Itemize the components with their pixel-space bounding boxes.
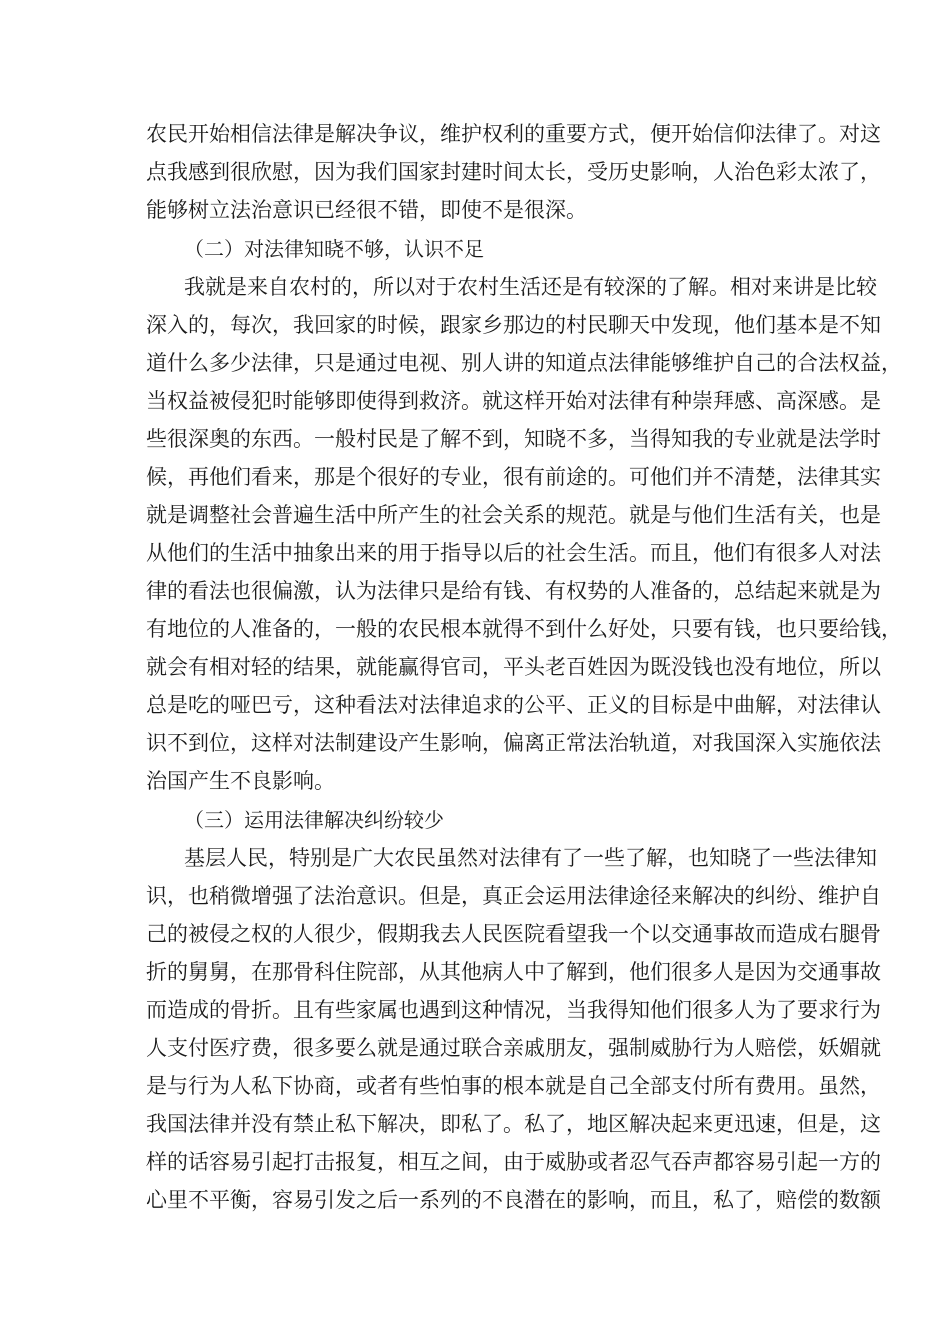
text-line: 从他们的生活中抽象出来的用于指导以后的社会生活。而且，他们有很多人对法: [146, 541, 881, 565]
text-line: 识不到位，这样对法制建设产生影响，偏离正常法治轨道，对我国深入实施依法: [146, 731, 881, 755]
text-line: 我国法律并没有禁止私下解决，即私了。私了，地区解决起来更迅速，但是，这: [146, 1112, 881, 1136]
text-line: 道什么多少法律，只是通过电视、别人讲的知道点法律能够维护自己的合法权益，: [146, 351, 902, 375]
text-line: 就是调整社会普遍生活中所产生的社会关系的规范。就是与他们生活有关，也是: [146, 503, 881, 527]
text-line: 能够树立法治意识已经很不错，即使不是很深。: [146, 198, 587, 222]
text-line: 当权益被侵犯时能够即使得到救济。就这样开始对法律有种崇拜感、高深感。是: [146, 389, 881, 413]
text-line: 律的看法也很偏激，认为法律只是给有钱、有权势的人准备的，总结起来就是为: [146, 579, 881, 603]
text-line: 基层人民，特别是广大农民虽然对法律有了一些了解，也知晓了一些法律知: [184, 846, 877, 870]
text-line: 治国产生不良影响。: [146, 769, 335, 793]
text-line: 心里不平衡，容易引发之后一系列的不良潜在的影响，而且，私了，赔偿的数额: [146, 1188, 881, 1212]
text-line: 些很深奥的东西。一般村民是了解不到，知晓不多，当得知我的专业就是法学时: [146, 427, 881, 451]
text-line: 折的舅舅，在那骨科住院部，从其他病人中了解到，他们很多人是因为交通事故: [146, 960, 881, 984]
text-line: 人支付医疗费，很多要么就是通过联合亲戚朋友，强制威胁行为人赔偿，妖媚就: [146, 1036, 881, 1060]
text-line: 己的被侵之权的人很少，假期我去人民医院看望我一个以交通事故而造成右腿骨: [146, 922, 881, 946]
section-heading: （二）对法律知晓不够，认识不足: [184, 237, 484, 261]
text-line: 有地位的人准备的，一般的农民根本就得不到什么好处，只要有钱，也只要给钱，: [146, 617, 902, 641]
text-line: 就会有相对轻的结果，就能赢得官司，平头老百姓因为既没钱也没有地位，所以: [146, 655, 881, 679]
text-line: 总是吃的哑巴亏，这种看法对法律追求的公平、正义的目标是中曲解，对法律认: [146, 693, 881, 717]
text-line: 深入的，每次，我回家的时候，跟家乡那边的村民聊天中发现，他们基本是不知: [146, 313, 881, 337]
text-line: 识，也稍微增强了法治意识。但是，真正会运用法律途径来解决的纠纷、维护自: [146, 884, 881, 908]
section-heading: （三）运用法律解决纠纷较少: [184, 808, 444, 832]
text-line: 点我感到很欣慰，因为我们国家封建时间太长，受历史影响，人治色彩太浓了，: [146, 160, 881, 184]
text-line: 农民开始相信法律是解决争议，维护权利的重要方式，便开始信仰法律了。对这: [146, 122, 881, 146]
text-line: 样的话容易引起打击报复，相互之间，由于威胁或者忍气吞声都容易引起一方的: [146, 1150, 881, 1174]
text-line: 我就是来自农村的，所以对于农村生活还是有较深的了解。相对来讲是比较: [184, 275, 877, 299]
text-line: 候，再他们看来，那是个很好的专业，很有前途的。可他们并不清楚，法律其实: [146, 465, 881, 489]
text-line: 而造成的骨折。且有些家属也遇到这种情况，当我得知他们很多人为了要求行为: [146, 998, 881, 1022]
text-line: 是与行为人私下协商，或者有些怕事的根本就是自己全部支付所有费用。虽然，: [146, 1074, 881, 1098]
